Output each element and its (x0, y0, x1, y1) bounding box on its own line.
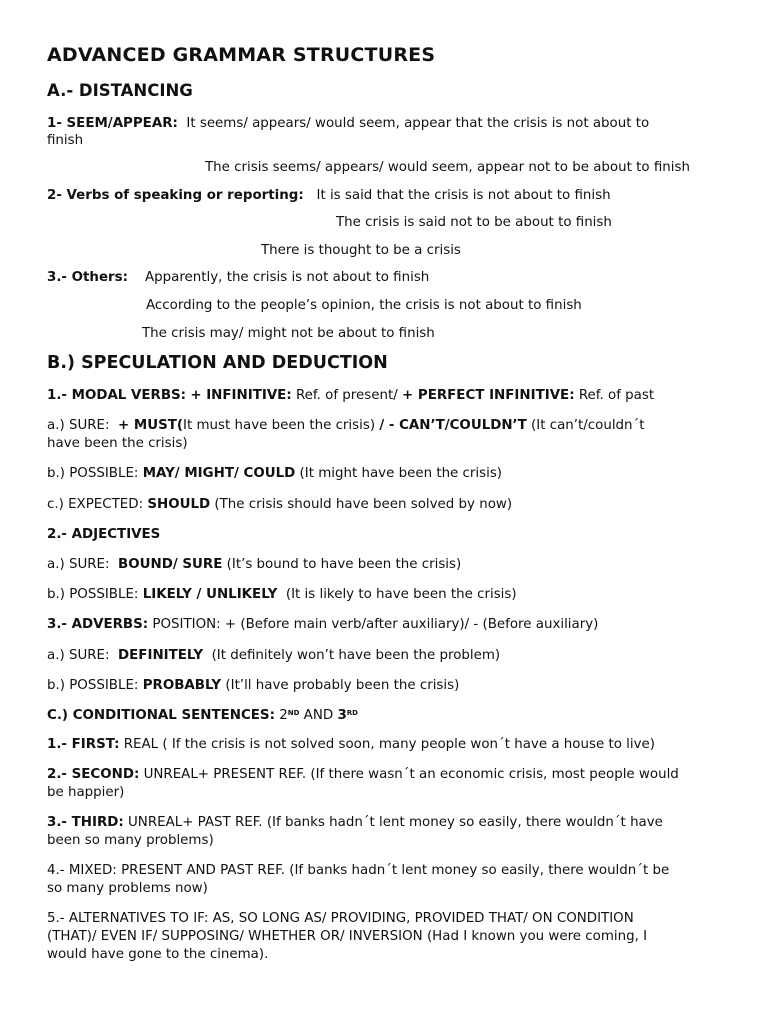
adjectives-possible-line (47, 586, 517, 603)
modal-possible-bold: MAY/ MIGHT/ COULD (142, 466, 296, 481)
modal-cant-text: (It can’t/couldn´t (531, 418, 645, 433)
conditional-second-label: 2.- SECOND: (47, 767, 140, 782)
others-example-2: The crisis may/ might not be about to finish (142, 326, 435, 341)
adjectives-possible-prefix: b.) POSSIBLE: (47, 587, 139, 602)
alternatives-line-2: (THAT)/ EVEN IF/ SUPPOSING/ WHETHER OR/ INVERSION (Had I known you were coming, I (47, 929, 648, 944)
adverbs-line (47, 616, 598, 633)
adjectives-sure-text: (It’s bound to have been the crisis) (226, 557, 462, 572)
section-c-2: 2 (279, 708, 288, 723)
modal-possible-prefix: b.) POSSIBLE: (47, 466, 139, 481)
alternatives-line-3: would have gone to the cinema). (47, 947, 269, 962)
adverbs-sure-text: (It definitely won’t have been the problem) (211, 648, 501, 663)
modal-expected-line (47, 496, 512, 513)
others-line (47, 269, 429, 286)
modal-verbs-line (47, 387, 654, 404)
adjectives-possible-bold: LIKELY / UNLIKELY (142, 587, 278, 602)
adjectives-sure-line (47, 556, 461, 573)
section-c-heading: C.) CONDITIONAL SENTENCES: (47, 708, 275, 723)
modal-ref-past: Ref. of past (578, 388, 655, 403)
verbs-reporting-example-2: There is thought to be a crisis (261, 243, 461, 258)
verbs-reporting-example-1: The crisis is said not to be about to finish (336, 215, 612, 230)
adjectives-sure-bold: BOUND/ SURE (118, 557, 223, 572)
others-label: 3.- Others: (47, 270, 128, 285)
section-c-rd: RD (346, 709, 358, 717)
conditional-second-line (47, 766, 679, 783)
modal-infinitive: + INFINITIVE: (190, 388, 292, 403)
verbs-reporting-text: It is said that the crisis is not about to finish (316, 188, 611, 203)
seem-appear-label: 1- SEEM/APPEAR: (47, 116, 178, 131)
modal-possible-line (47, 465, 502, 482)
adverbs-sure-prefix: a.) SURE: (47, 648, 110, 663)
modal-sure-line (47, 417, 645, 434)
conditional-mixed-line: 4.- MIXED: PRESENT AND PAST REF. (If banks hadn´t lent money so easily, there wouldn´t be (47, 863, 670, 878)
conditional-mixed-cont: so many problems now) (47, 881, 208, 896)
seem-appear-text-cont: finish (47, 133, 84, 148)
conditional-first-line (47, 736, 655, 753)
seem-appear-example: The crisis seems/ appears/ would seem, appear not to be about to finish (205, 160, 690, 175)
adjectives-heading: 2.- ADJECTIVES (47, 527, 161, 542)
adverbs-sure-bold: DEFINITELY (118, 648, 204, 663)
conditional-first-label: 1.- FIRST: (47, 737, 120, 752)
section-b-heading: B.) SPECULATION AND DEDUCTION (47, 353, 388, 373)
modal-expected-bold: SHOULD (147, 497, 211, 512)
modal-ref-present: Ref. of present/ (295, 388, 398, 403)
verbs-reporting-label: 2- Verbs of speaking or reporting: (47, 188, 304, 203)
section-c-heading-line (47, 707, 358, 724)
others-example-1: According to the people’s opinion, the crisis is not about to finish (146, 298, 582, 313)
modal-perfect-infinitive: + PERFECT INFINITIVE: (402, 388, 575, 403)
conditional-second-cont: be happier) (47, 785, 125, 800)
adverbs-possible-line (47, 677, 459, 694)
adverbs-text: POSITION: + (Before main verb/after auxiliary)/ - (Before auxiliary) (152, 617, 599, 632)
modal-must: + MUST( (118, 418, 184, 433)
adverbs-possible-bold: PROBABLY (142, 678, 222, 693)
modal-expected-text: (The crisis should have been solved by now) (214, 497, 513, 512)
conditional-third-line (47, 814, 663, 831)
conditional-second-text: UNREAL+ PRESENT REF. (If there wasn´t an economic crisis, most people would (143, 767, 679, 782)
conditional-third-text: UNREAL+ PAST REF. (If banks hadn´t lent money so easily, there wouldn´t have (128, 815, 663, 830)
section-c-second (279, 708, 299, 723)
modal-possible-text: (It might have been the crisis) (299, 466, 503, 481)
verbs-reporting-line (47, 187, 611, 204)
adverbs-label: 3.- ADVERBS: (47, 617, 149, 632)
conditional-third-cont: been so many problems) (47, 833, 214, 848)
seem-appear-line (47, 115, 649, 132)
conditional-third-label: 3.- THIRD: (47, 815, 124, 830)
alternatives-line-1: 5.- ALTERNATIVES TO IF: AS, SO LONG AS/ PROVIDING, PROVIDED THAT/ ON CONDITION (47, 911, 634, 926)
section-c-and: AND (303, 708, 334, 723)
modal-verbs-label: 1.- MODAL VERBS: (47, 388, 187, 403)
modal-must-text: It must have been the crisis) (183, 418, 376, 433)
adverbs-possible-text: (It’ll have probably been the crisis) (225, 678, 460, 693)
seem-appear-text: It seems/ appears/ would seem, appear that the crisis is not about to (186, 116, 650, 131)
section-c-3: 3 (337, 708, 347, 723)
adjectives-possible-text: (It is likely to have been the crisis) (285, 587, 517, 602)
modal-cant: / - CAN’T/COULDN’T (379, 418, 527, 433)
modal-sure-cont: have been the crisis) (47, 436, 188, 451)
section-c-nd: ND (287, 709, 300, 717)
modal-expected-prefix: c.) EXPECTED: (47, 497, 144, 512)
section-a-heading: A.- DISTANCING (47, 81, 193, 100)
section-c-third (337, 708, 358, 723)
document-title: ADVANCED GRAMMAR STRUCTURES (47, 44, 436, 66)
conditional-first-text: REAL ( If the crisis is not solved soon, many people won´t have a house to live) (123, 737, 655, 752)
adverbs-possible-prefix: b.) POSSIBLE: (47, 678, 139, 693)
adverbs-sure-line (47, 647, 500, 664)
adjectives-sure-prefix: a.) SURE: (47, 557, 110, 572)
others-text: Apparently, the crisis is not about to finish (144, 270, 430, 285)
modal-sure-prefix: a.) SURE: (47, 418, 110, 433)
